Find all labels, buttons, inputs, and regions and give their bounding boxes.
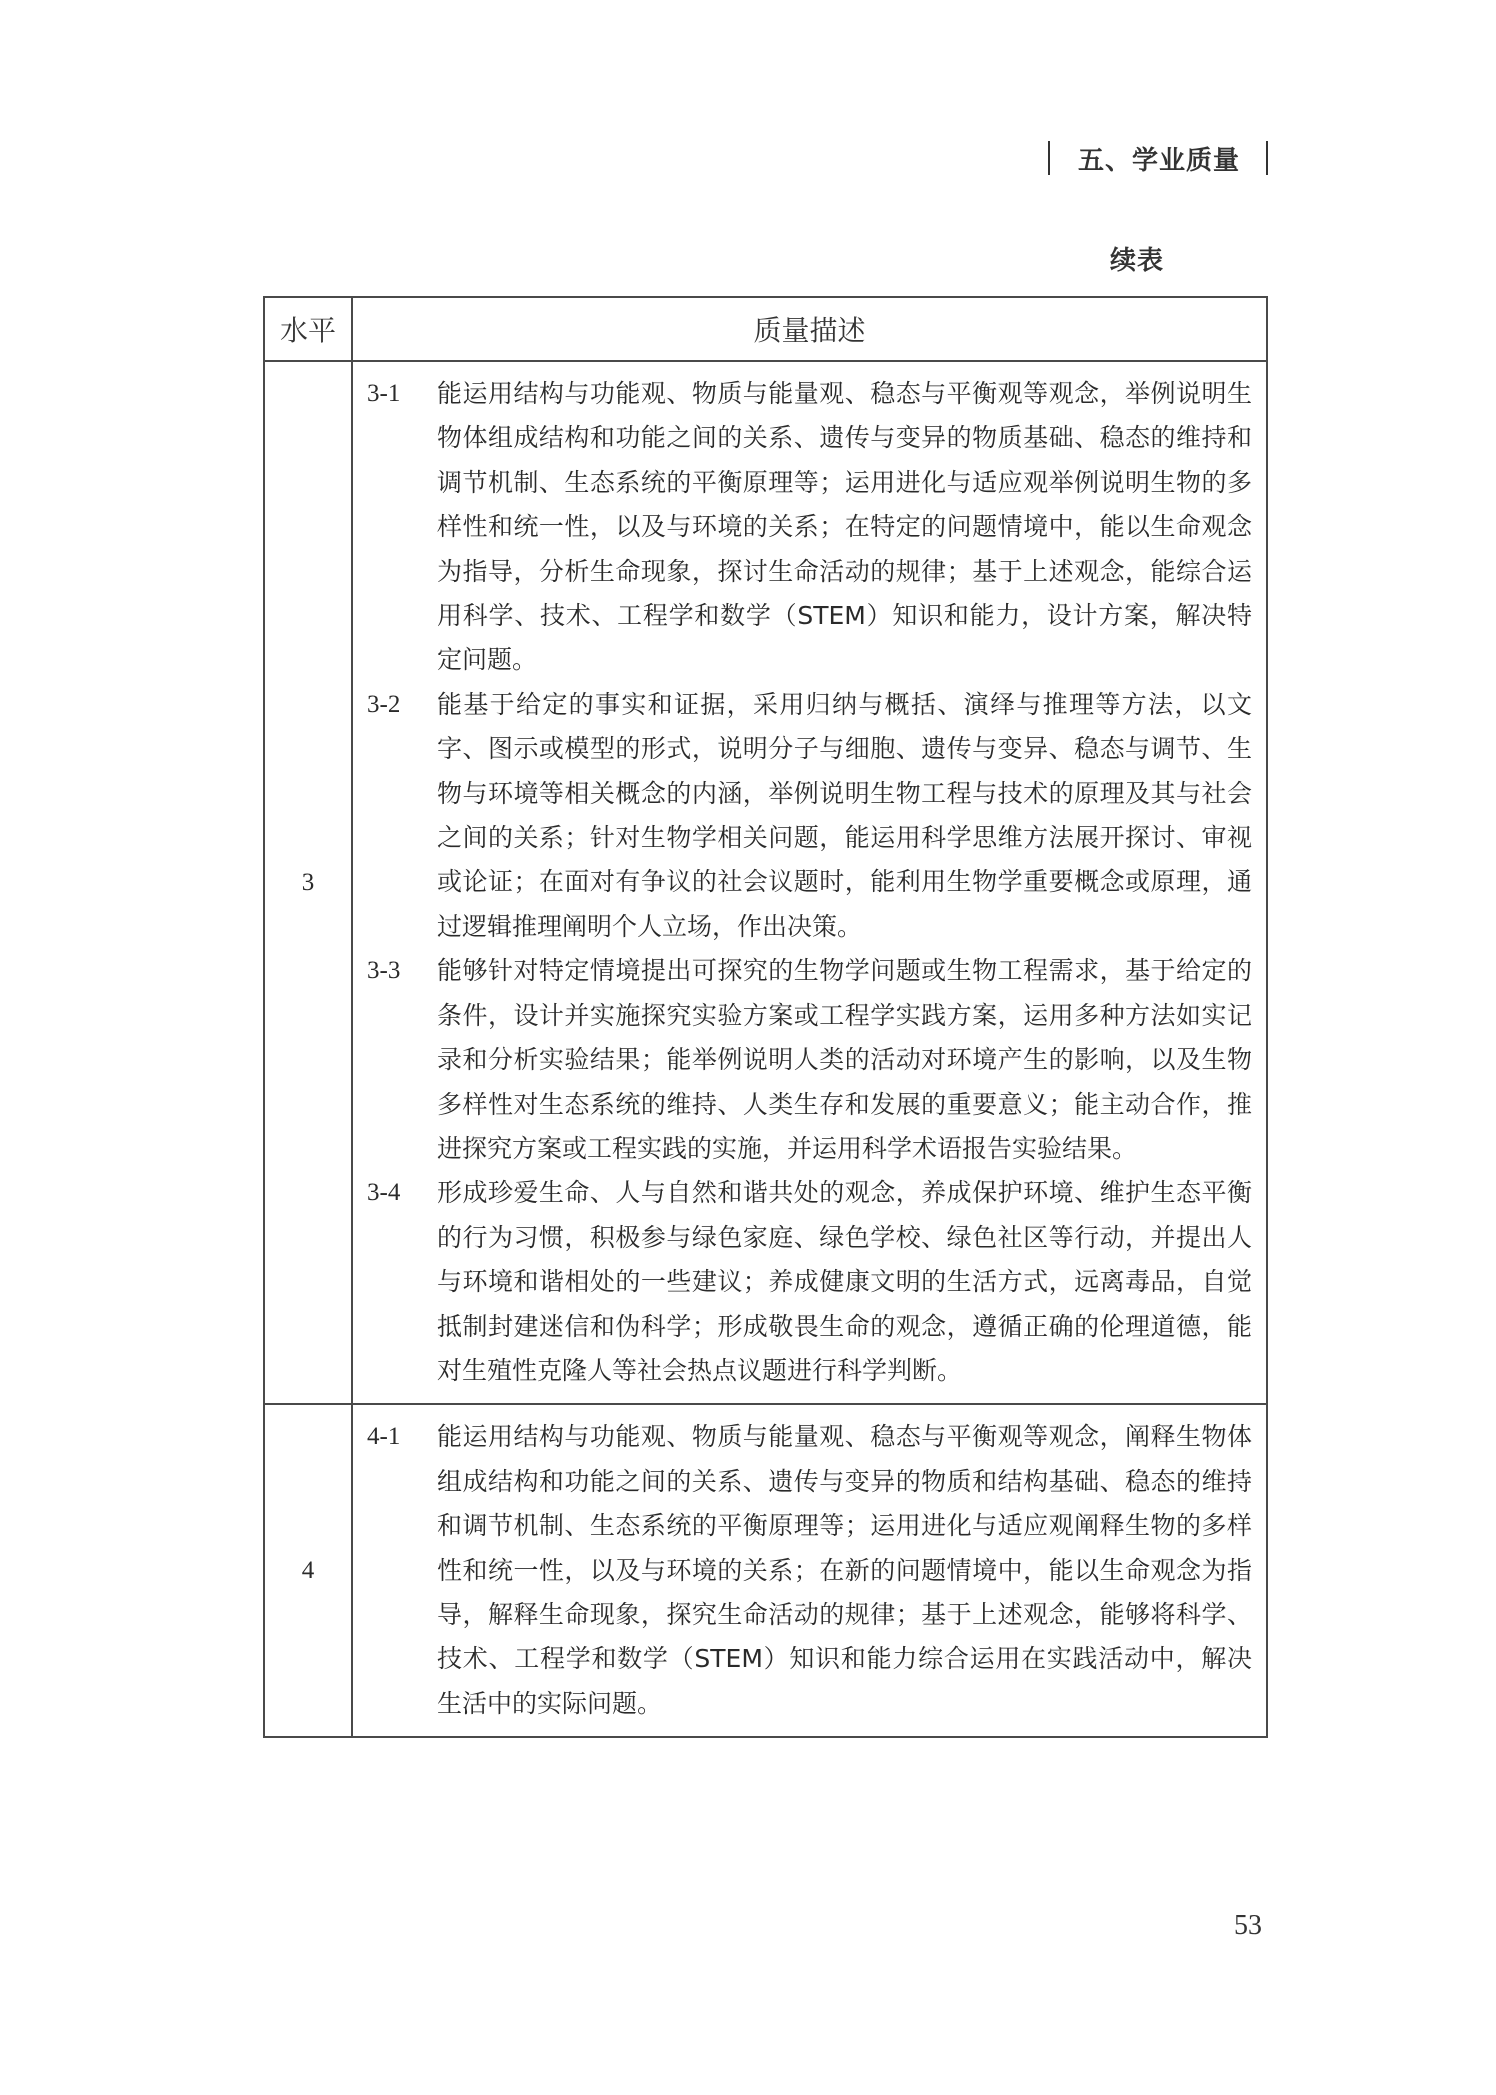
running-head <box>1048 138 1268 178</box>
level-cell: 4 <box>264 1404 352 1737</box>
quality-item <box>367 949 1252 1171</box>
table-row <box>264 361 1267 1404</box>
item-text: 能运用结构与功能观、物质与能量观、稳态与平衡观等观念，举例说明生物体组成结构和功能之间的关系、遗传与变异的物质基础、稳态的维持和调节机制、生态系统的平衡原理等；运用进化与适应观举例说明生物的多样性和统一性，以及与环境的关系；在特定的问题情境中，能以生命观念为指导，分析生命现象，探讨生命活动的规律；基于上述观念，能综合运用科学、技术、工程学和数学（STEM）知识和能力，设计方案，解决特定问题。 <box>437 379 1252 675</box>
item-number: 4-1 <box>367 1423 401 1451</box>
item-number: 3-2 <box>367 690 401 718</box>
table-row <box>264 1404 1267 1737</box>
description-cell <box>352 1404 1267 1737</box>
table-header-row <box>264 297 1267 361</box>
quality-item <box>367 1171 1252 1393</box>
description-cell <box>352 361 1267 1404</box>
item-text: 能够针对特定情境提出可探究的生物学问题或生物工程需求，基于给定的条件，设计并实施探究实验方案或工程学实践方案，运用多种方法如实记录和分析实验结果；能举例说明人类的活动对环境产生的影响，以及生物多样性对生态系统的维持、人类生存和发展的重要意义；能主动合作，推进探究方案或工程实践的实施，并运用科学术语报告实验结果。 <box>437 956 1252 1163</box>
quality-table <box>263 296 1268 1738</box>
item-number: 3-3 <box>367 957 401 985</box>
quality-item <box>367 372 1252 683</box>
level-column-header: 水平 <box>264 297 352 361</box>
item-text: 能基于给定的事实和证据，采用归纳与概括、演绎与推理等方法，以文字、图示或模型的形式，说明分子与细胞、遗传与变异、稳态与调节、生物与环境等相关概念的内涵，举例说明生物工程与技术的原理及其与社会之间的关系；针对生物学相关问题，能运用科学思维方法展开探讨、审视或论证；在面对有争议的社会议题时，能利用生物学重要概念或原理，通过逻辑推理阐明个人立场，作出决策。 <box>437 689 1252 941</box>
header-left-divider <box>1048 141 1050 175</box>
item-text: 能运用结构与功能观、物质与能量观、稳态与平衡观等观念，阐释生物体组成结构和功能之间的关系、遗传与变异的物质和结构基础、稳态的维持和调节机制、生态系统的平衡原理等；运用进化与适应观阐释生物的多样性和统一性，以及与环境的关系；在新的问题情境中，能以生命观念为指导，解释生命现象，探究生命活动的规律；基于上述观念，能够将科学、技术、工程学和数学（STEM）知识和能力综合运用在实践活动中，解决生活中的实际问题。 <box>437 1422 1252 1718</box>
level-cell: 3 <box>264 361 352 1404</box>
quality-item <box>367 1415 1252 1726</box>
quality-item <box>367 683 1252 949</box>
section-title: 五、学业质量 <box>1077 145 1240 176</box>
item-number: 3-4 <box>367 1179 401 1207</box>
page-number: 53 <box>1234 1910 1262 1941</box>
description-column-header: 质量描述 <box>352 297 1267 361</box>
item-number: 3-1 <box>367 380 401 407</box>
item-text: 形成珍爱生命、人与自然和谐共处的观念，养成保护环境、维护生态平衡的行为习惯，积极参与绿色家庭、绿色学校、绿色社区等行动，并提出人与环境和谐相处的一些建议；养成健康文明的生活方式，远离毒品，自觉抵制封建迷信和伪科学；形成敬畏生命的观念，遵循正确的伦理道德，能对生殖性克隆人等社会热点议题进行科学判断。 <box>437 1178 1252 1385</box>
header-right-divider <box>1266 141 1268 175</box>
continued-label: 续表 <box>1110 246 1165 276</box>
